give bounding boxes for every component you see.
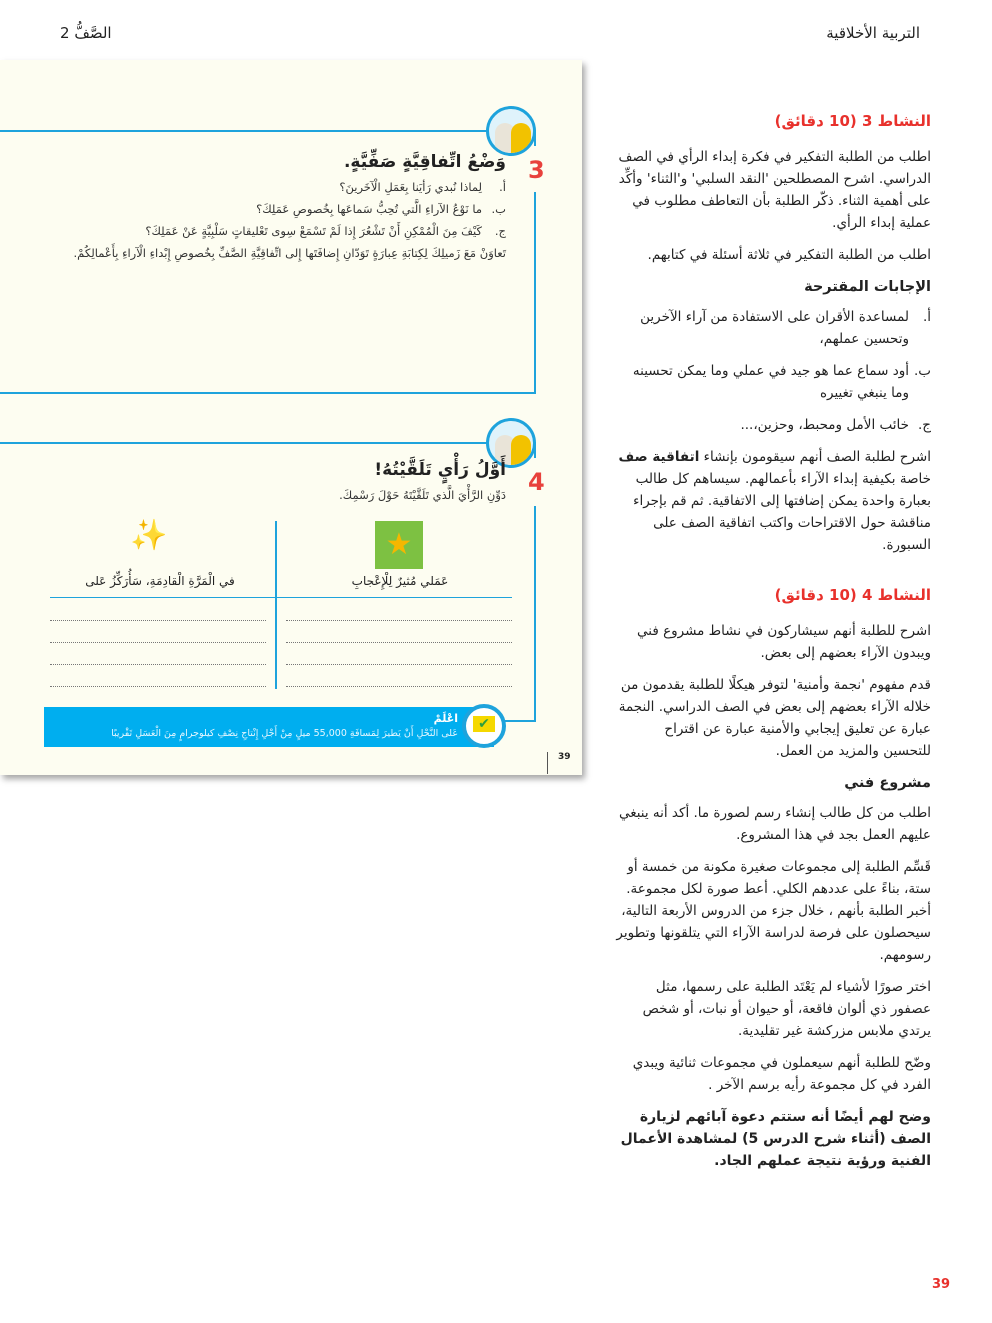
frame-line	[0, 130, 490, 132]
write-line-right[interactable]	[286, 620, 512, 621]
question-letter: أ.	[499, 180, 506, 194]
answer-text: لمساعدة الأقران على الاستفادة من آراء الآخرين وتحسين عملهم،	[640, 309, 909, 347]
activity-title: وَضْعُ اتِّفاقِيَّةٍ صَفِّيَّةٍ.	[343, 152, 506, 172]
activity-number: 4	[528, 468, 545, 496]
activity-number: 3	[528, 156, 545, 184]
answer-letter: أ.	[922, 309, 931, 325]
write-line-left[interactable]	[50, 620, 266, 621]
paragraph: وضّح للطلبة أنهم سيعملون في مجموعات ثنائية ويبدي الفرد في كل مجموعة رأيه برسم الآخر .	[632, 1055, 931, 1093]
answer-item	[615, 360, 931, 404]
column-header-star: عَمَلي مُثيرٌ لِلْإِعْجابِ	[351, 574, 449, 588]
answer-letter: ب.	[913, 363, 931, 379]
column-header-wish: في الْمَرَّةِ الْقادِمَةِ، سَأُرَكِّزُ عَلى	[85, 574, 235, 588]
paragraph-bold: وضح لهم أيضًا أنه ستتم دعوة آبائهم لزيارة الصف (أثناء شرح الدرس 5) لمشاهدة الأعمال الفنية ورؤية نتيجة عملهم الجاد.	[620, 1109, 931, 1169]
text: خاصة بكيفية إبداء الآراء بأعمالهم. سيساهم كل طالب بعبارة واحدة يمكن إضافتها إلى الاتفاقية. ثم قم بإجراء مناقشة حول الاقتراحات واكتب اتفاقية الصف على السبورة.	[633, 471, 931, 553]
write-line-left[interactable]	[50, 664, 266, 665]
checkmark-speech-icon: ✔	[462, 704, 506, 748]
paragraph: اشرح للطلبة أنهم سيشاركون في نشاط مشروع فني ويبدون الآراء بعضهم إلى بعض.	[637, 623, 931, 661]
write-line-right[interactable]	[286, 664, 512, 665]
write-line-right[interactable]	[286, 642, 512, 643]
paragraph: قَسِّم الطلبة إلى مجموعات صغيرة مكونة من خمسة أو ستة، بناءً على عددهم الكلي. أعط صورة لكل مجموعة. أخبر الطلبة بأنهم ، خلال جزء من الدروس الأربعة التالية، سيحصلون على فرصة لدراسة الآراء التي يتلقونها وتطوير رسومهم.	[616, 859, 931, 963]
activity-title: أَوَّلُ رَأْيٍ تَلَقَّيْتُهُ!	[374, 460, 506, 480]
children-avatar-icon	[486, 106, 536, 156]
paragraph: اطلب من الطلبة التفكير في فكرة إبداء الرأي في الصف الدراسي. اشرح المصطلحين 'النقد السلبي' و'الثناء' وأكِّد على أهمية الثناء. ذكّر الطلبة بأن التعاطف مطلوب في عملية إبداء الرأي.	[618, 149, 931, 231]
subject-label: التربية الأخلاقية	[826, 24, 920, 42]
magic-wand-icon: ✨	[130, 518, 168, 553]
bold-term: اتفاقية صف	[618, 449, 700, 465]
activity-4-heading: النشاط 4 (10 دقائق)	[774, 586, 931, 604]
header-rule	[50, 597, 512, 598]
paragraph: اطلب من الطلبة التفكير في ثلاثة أسئلة في كتابهم.	[647, 247, 931, 263]
question-letter: ج.	[494, 224, 506, 238]
frame-line	[0, 392, 536, 394]
frame-line	[534, 506, 536, 722]
paragraph: قدم مفهوم 'نجمة وأمنية' لتوفر هيكلًا للطلبة يقدمون من خلاله الآراء بعضهم إلى بعض في الصف الدراسي. النجمة عبارة عن تعليق إيجابي والأمنية عبارة عن اقتراح للتحسين والمزيد من العمل.	[618, 677, 931, 759]
question-text: كَيْفَ مِنَ الْمُمْكِنِ أَنْ تَشْعُرَ إِذا لَمْ تَسْمَعْ سِوى تَعْليقاتٍ سَلْبِيَّةٍ عَنْ عَمَلِكَ؟	[145, 224, 482, 238]
page-number: 39	[932, 1277, 951, 1292]
activity-3-heading: النشاط 3 (10 دقائق)	[774, 112, 931, 130]
tip-title: اعْلَمْ	[433, 712, 458, 725]
write-line-right[interactable]	[286, 686, 512, 687]
write-line-left[interactable]	[50, 686, 266, 687]
frame-line	[0, 442, 490, 444]
frame-line	[534, 192, 536, 394]
answer-text: خائب الأمل ومحبط، وحزين،...	[740, 417, 909, 433]
column-divider	[275, 521, 277, 689]
activity-instruction: دَوِّنِ الرَّأْيَ الَّذي تَلَقَّيْتَهُ حَوْلَ رَسْمِكَ.	[339, 488, 506, 502]
teacher-guide-column	[615, 110, 931, 1182]
paragraph: اطلب من كل طالب إنشاء رسم لصورة ما. أكد أنه ينبغي عليهم العمل بجد في هذا المشروع.	[618, 805, 931, 843]
tip-text: عَلى النَّحْلِ أَنْ يَطيرَ لِمَسافَةِ 55,000 ميلٍ مِنْ أَجْلِ إِنْتاجِ نِصْفِ كيلوجرامٍ مِنَ الْعَسَلِ تَقْريبًا	[111, 728, 458, 739]
paragraph	[615, 446, 931, 556]
question-text: لِماذا نُبدي رَأيَنا بِعَمَلِ الْآخَرينَ؟	[339, 180, 482, 194]
write-line-left[interactable]	[50, 642, 266, 643]
activity-instruction: تَعاوَنْ مَعَ زَميلِكَ لِكِتابَةِ عِبارَةٍ تَوَدّانِ إِضافَتَها إِلى اتِّفاقِيَّةِ الصَّفِّ بِخُصوصِ إِبْداءِ الْآراءِ بِأَعْمالِكُمْ.	[73, 246, 506, 260]
answers-heading: الإجابات المقترحة	[804, 279, 931, 295]
answer-text: أود سماع عما هو جيد في عملي وما يمكن تحسينه وما ينبغي تغييره	[632, 363, 909, 401]
text: اشرح لطلبة الصف أنهم سيقومون بإنشاء	[699, 449, 931, 465]
answer-letter: ج.	[917, 417, 931, 433]
grade-label: الصَّفُّ 2	[60, 24, 112, 42]
workbook-page-number: 39	[558, 752, 571, 762]
page-divider	[547, 752, 548, 774]
question-letter: ب.	[491, 202, 506, 216]
star-icon: ★	[375, 521, 423, 569]
answer-item	[615, 414, 931, 436]
answer-item	[615, 306, 931, 350]
paragraph: اختر صورًا لأشياء لم يَعْتَد الطلبة على رسمها، مثل عصفور ذي ألوان فاقعة، أو حيوان أو نبات، أو شخص يرتدي ملابس مزركشة غير تقليدية.	[642, 979, 931, 1039]
question-text: ما نَوْعُ الآراءِ الَّتي تُحِبُّ سَماعَها بِخُصوصِ عَمَلِكَ؟	[256, 202, 482, 216]
workbook-page	[0, 60, 582, 775]
project-heading: مشروع فني	[844, 775, 931, 791]
did-you-know-box	[44, 707, 494, 747]
